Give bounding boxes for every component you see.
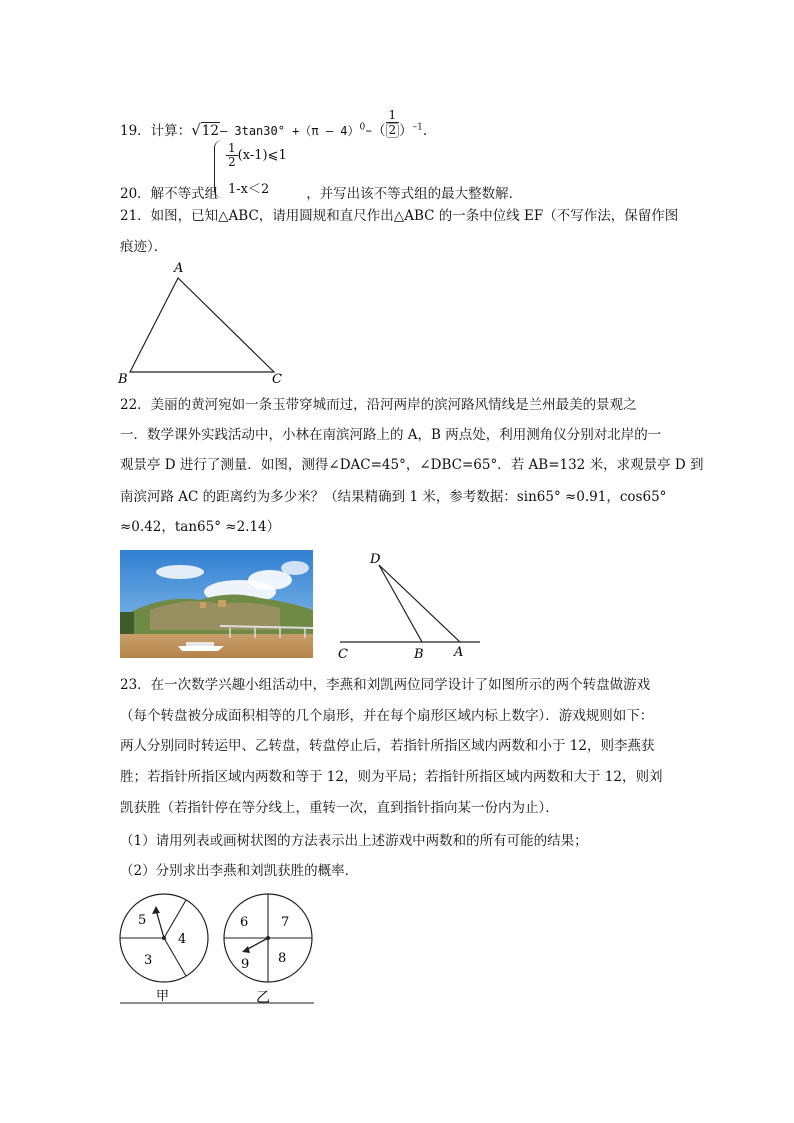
q23-line-1: 23．在一次数学兴趣小组活动中，李燕和刘凯两位同学设计了如图所示的两个转盘做游戏	[120, 677, 651, 693]
line-db	[379, 565, 422, 642]
q19-zero-exponent: 0	[359, 122, 366, 133]
yi-number-7: 7	[281, 915, 290, 930]
point-a-label: A	[454, 645, 464, 660]
q20-prefix: 20．解不等式组	[120, 186, 219, 202]
triangle-abc	[130, 278, 274, 372]
q20-frac-den: 2	[228, 155, 236, 169]
q23-line-4: 胜；若指针所指区域内两数和等于 12，则为平局；若指针所指区域内两数和大于 12，则刘	[120, 769, 663, 785]
q21-line-1: 21．如图，已知△ABC，请用圆规和直尺作出△ABC 的一条中位线 EF（不写作法，保留作图	[120, 208, 679, 224]
q19-frac-num: 1	[386, 109, 400, 123]
q22-line-5: ≈0.42，tan65° ≈2.14）	[120, 519, 281, 535]
q20-frac	[226, 142, 238, 169]
jia-number-4: 4	[178, 932, 187, 947]
point-c-label: C	[338, 647, 348, 662]
q23-line-3: 两人分别同时转运甲、乙转盘，转盘停止后，若指针所指区域内两数和小于 12，则李燕获	[120, 738, 655, 754]
distance-figure	[330, 548, 490, 663]
jia-number-5: 5	[138, 913, 147, 928]
yi-number-6: 6	[240, 915, 249, 930]
yellow-river-photo	[120, 550, 313, 658]
question-20	[120, 184, 522, 204]
q19-radicand: 12	[201, 123, 219, 139]
q22-line-2: 一．数学课外实践活动中，小林在南滨河路上的 A，B 两点处，利用测角仪分别对北岸的一	[120, 427, 662, 443]
jia-number-3: 3	[144, 953, 153, 968]
triangle-abc-figure	[110, 258, 295, 388]
q22-line-3: 观景亭 D 进行了测量．如图，测得∠DAC=45°，∠DBC=65°．若 AB=132 米，求观景亭 D 到	[120, 457, 704, 473]
q20-inequality-1	[226, 142, 287, 169]
vertex-b-label: B	[118, 372, 128, 387]
yi-number-8: 8	[278, 951, 287, 966]
q19-frac-den: 2	[386, 123, 400, 138]
vertex-c-label: C	[272, 372, 282, 387]
q20-ineq1-rest: (x-1)⩽1	[237, 148, 287, 163]
q19-middle: – 3tan30° +（π – 4）	[219, 124, 360, 138]
spinner-jia	[120, 894, 208, 982]
q23-question-1: （1）请用列表或画树状图的方法表示出上述游戏中两数和的所有可能的结果；	[120, 833, 588, 849]
q19-end: .	[422, 123, 428, 139]
q23-line-2: （每个转盘被分成面积相等的几个扇形，并在每个扇形区域内标上数字）．游戏规则如下：	[120, 708, 654, 724]
yi-number-9: 9	[241, 957, 250, 972]
q19-prefix: 19．计算：	[120, 123, 192, 139]
vertex-a-label: A	[174, 261, 184, 276]
q20-suffix: ，并写出该不等式组的最大整数解．	[306, 186, 523, 202]
q23-question-2: （2）分别求出李燕和刘凯获胜的概率．	[120, 863, 359, 879]
spinner-jia-label: 甲	[156, 989, 170, 1004]
q19-close: ）	[399, 123, 413, 139]
q22-line-1: 22．美丽的黄河宛如一条玉带穿城而过，沿河两岸的滨河路风情线是兰州最美的景观之	[120, 397, 637, 413]
spinner-yi	[224, 894, 312, 982]
q19-fraction	[386, 109, 400, 138]
q20-frac-num: 1	[228, 141, 236, 155]
sqrt-symbol: √	[191, 121, 201, 139]
spinners-figure	[118, 890, 318, 1008]
q23-line-5: 凯获胜（若指针停在等分线上，重转一次，直到指针指向某一份内为止）．	[120, 800, 559, 816]
spinner-yi-label: 乙	[256, 990, 270, 1006]
q21-line-2: 痕迹）．	[120, 239, 168, 255]
q22-line-4: 南滨河路 AC 的距离约为多少米？（结果精确到 1 米，参考数据：sin65° ≈0.91，cos65°	[120, 489, 667, 505]
point-d-label: D	[370, 552, 381, 567]
q19-minus: –（	[365, 123, 386, 139]
q20-inequality-2: 1-x＜2	[228, 182, 270, 197]
q19-exponent: –1	[412, 122, 423, 133]
point-b-label: B	[414, 647, 424, 662]
line-da	[379, 565, 460, 642]
